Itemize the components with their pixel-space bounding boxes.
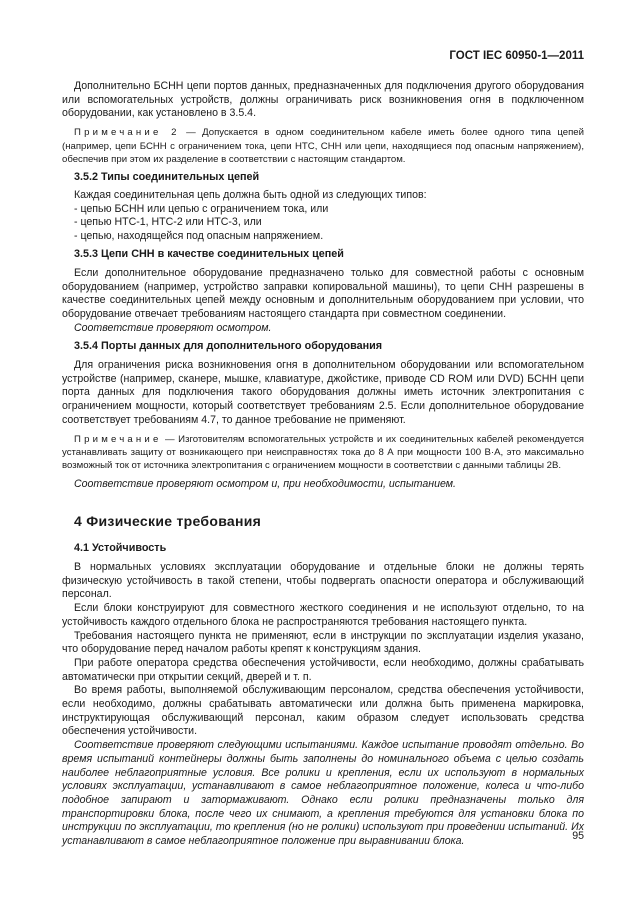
note xyxy=(62,433,584,473)
list-item: - цепью, находящейся под опасным напряжением. xyxy=(74,230,324,243)
section-heading: 4.1 Устойчивость xyxy=(74,542,167,554)
compliance-text: Соответствие проверяют осмотром. xyxy=(74,321,272,334)
page-number: 95 xyxy=(572,830,584,842)
section-heading: 3.5.3 Цепи СНН в качестве соединительных цепей xyxy=(74,248,344,260)
section-heading: 3.5.2 Типы соединительных цепей xyxy=(74,171,260,183)
compliance-text: Соответствие проверяют осмотром и, при необходимости, испытанием. xyxy=(74,477,456,490)
document-header: ГОСТ IEC 60950-1—2011 xyxy=(449,50,584,62)
section-3-5-3 xyxy=(62,247,584,336)
paragraph: Требования настоящего пункта не применяют, если в инструкции по эксплуатации изделия указано, что оборудование перед началом работы крепят к конструкциям здания. xyxy=(62,629,584,656)
section-3-5-2 xyxy=(62,170,584,244)
paragraph: Для ограничения риска возникновения огня в дополнительном оборудовании или вспомогательном устройстве (например, сканере, мышке, клавиатуре, джойстике, приводе CD ROM или DVD) БСНН цепи порта данных для подключения такого оборудования должны иметь источник электропитания с ограничением мощности, который соответствует требованиям 2.5. Если дополнительное оборудование соответствует требованиям 4.7, то данное требование не применяют. xyxy=(62,359,584,426)
section-4 xyxy=(62,513,584,849)
note-label: Примечание xyxy=(74,433,162,445)
paragraph: В нормальных условиях эксплуатации оборудование и отдельные блоки не должны терять физическую устойчивость в такой степени, чтобы подвергать опасности оператора и обслуживающий персонал. xyxy=(62,561,584,601)
paragraph: Дополнительно БСНН цепи портов данных, предназначенных для подключения другого оборудования или вспомогательных устройств, должны ограничивать риск возникновения огня в подключенном оборудовании, как установлено в 3.5.4. xyxy=(62,80,584,120)
paragraph: Во время работы, выполняемой обслуживающим персоналом, средства обеспечения устойчивости, если необходимо, должны срабатывать автоматически или должна быть применена маркировка, инструктирующая обслуживающий персонал, каким образом следует использовать средства обеспечения устойчивости. xyxy=(62,684,584,738)
list-item: - цепью БСНН или цепью с ограничением тока, или xyxy=(74,202,329,215)
section-3-5-4 xyxy=(62,339,584,491)
section-heading: 3.5.4 Порты данных для дополнительного оборудования xyxy=(74,340,383,352)
paragraph: Если дополнительное оборудование предназначено только для совместной работы с основным оборудованием (например, устройство заправки копировальной машины), то цепи СНН разрешены в качестве соединительных цепей между основным и дополнительным оборудованием при условии, что оборудование отвечает требованиям настоящего стандарта при совместном соединении. xyxy=(62,267,584,321)
note xyxy=(62,126,584,166)
note-text: — Изготовителям вспомогательных устройств и их соединительных кабелей рекомендуется устанавливать защиту от возникающего при неисправностях тока до 8 А при мощности 100 В·А, это максимально возможный ток от источника электропитания с ограничением мощности в соответствии с данными таблицы 2В. xyxy=(62,433,584,472)
paragraph: При работе оператора средства обеспечения устойчивости, если необходимо, должны срабатывать автоматически при открытии секций, дверей и т. п. xyxy=(62,656,584,683)
chapter-heading: 4 Физические требования xyxy=(74,513,262,529)
paragraph: Если блоки конструируют для совместного жесткого соединения и не используют отдельно, то на устойчивость каждого отдельного блока не распространяются требования настоящего пункта. xyxy=(62,602,584,628)
note-label: Примечание 2 xyxy=(74,127,180,139)
compliance-text: Соответствие проверяют следующими испытаниями. Каждое испытание проводят отдельно. Во время испытаний контейнеры должны быть заполнены до номинального объема с целью создать наиболее неблагоприятные условия. Все ролики и крепления, если их используют в нормальных условиях эксплуатации, устанавливают в самое неблагоприятное положение, колеса и что-либо подобное запирают и затормаживают. Однако если ролики предназначены только для транспортировки блока, после чего их снимают, а крепления требуются для установки блока по инструкции по эксплуатации, то крепления (но не ролики) используют при проведении испытаний. Их устанавливают в самое неблагоприятное положение при выравнивании блока. xyxy=(62,739,584,848)
intro-section xyxy=(62,80,584,166)
paragraph: Каждая соединительная цепь должна быть одной из следующих типов: xyxy=(74,189,427,201)
list-item: - цепью НТС-1, НТС-2 или НТС-3, или xyxy=(74,216,262,229)
note-text: — Допускается в одном соединительном кабеле иметь более одного типа цепей (например, цепи БСНН с ограничением тока, цепи НТС, СНН или цепи, находящиеся под опасным напряжением), обеспечив при этом их разделение в соответствии с настоящим стандартом. xyxy=(62,127,584,165)
